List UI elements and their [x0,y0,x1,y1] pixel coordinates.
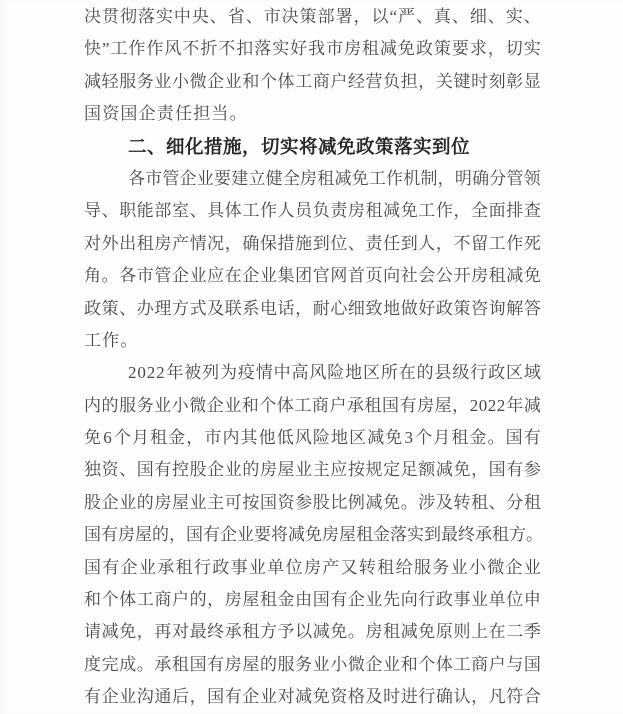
text-line: 内 的 服 务 业 小 微 企 业 和 个 体 工 商 户 承 租 国 有 房 屋 ， 2 0 2 2 年 减 [84,395,541,415]
text-line: 工作。 [84,330,139,350]
text-line: 角 。 各 市 管 企 业 应 在 企 业 集 团 官 网 首 页 向 社 会 公 开 房 租 减 免 [84,266,541,286]
text-line: 政 策 、 办 理 方 式 及 联 系 电 话 ， 耐 心 细 致 地 做 好 政 策 咨 询 解 答 [84,298,541,318]
text-line: 导 、 职 能 部 室 、 具 体 工 作 人 员 负 责 房 租 减 免 工 作 ， 全 面 排 查 [84,201,541,221]
document-body [84,1,541,714]
text-line: 和 个 体 工 商 户 的 ， 房 屋 租 金 由 国 有 企 业 先 向 行 政 事 业 单 位 申 [84,590,541,610]
text-line: 国 有 企 业 承 租 行 政 事 业 单 位 房 产 又 转 租 给 服 务 业 小 微 企 业 [84,557,541,577]
text-line: 国 有 房 屋 的 ， 国 有 企 业 要 将 减 免 房 屋 租 金 落 实 到 最 终 承 租 方 。 [84,525,543,545]
text-line: 对 外 出 租 房 产 情 况 ， 确 保 措 施 到 位 、 责 任 到 人 ， 不 留 工 作 死 [84,233,541,253]
text-line: 2 0 2 2 年 被 列 为 疫 情 中 高 风 险 地 区 所 在 的 县 级 行 政 区 域 [128,363,541,383]
text-line: 免 6 个 月 租 金 ， 市 内 其 他 低 风 险 地 区 减 免 3 个 月 租 金 。 国 有 [84,428,541,448]
text-line: 决 贯 彻 落 实 中 央 、 省 、 市 决 策 部 署 ， 以 “ 严 、 真 、 细 、 实 、 [84,7,541,26]
text-line: 各 市 管 企 业 要 建 立 健 全 房 租 减 免 工 作 机 制 ， 明 确 分 管 领 [128,168,541,188]
text-line: 独 资 、 国 有 控 股 企 业 的 房 屋 业 主 应 按 规 定 足 额 减 免 ， 国 有 参 [84,460,541,480]
text-line: 国资国企责任担当。 [84,104,248,124]
text-line: 减 轻 服 务 业 小 微 企 业 和 个 体 工 商 户 经 营 负 担 ， 关 键 时 刻 彰 显 [84,71,541,91]
text-line: 度 完 成 。 承 租 国 有 房 屋 的 服 务 业 小 微 企 业 和 个 体 工 商 户 与 国 [84,654,541,674]
text-line: 有 企 业 沟 通 后 ， 国 有 企 业 对 减 免 资 格 及 时 进 行 确 认 ， 凡 符 合 [84,687,541,707]
text-line: 股 企 业 的 房 屋 业 主 可 按 国 资 参 股 比 例 减 免 。 涉 及 转 租 、 分 租 [84,492,541,512]
text-line: 快 ” 工 作 作 风 不 折 不 扣 落 实 好 我 市 房 租 减 免 政 策 要 求 ， 切 实 [84,39,541,59]
text-line: 请 减 免 ， 再 对 最 终 承 租 方 予 以 减 免 。 房 租 减 免 原 则 上 在 二 季 [84,622,541,642]
section-heading: 二、细化措施，切实将减免政策落实到位 [128,135,471,157]
